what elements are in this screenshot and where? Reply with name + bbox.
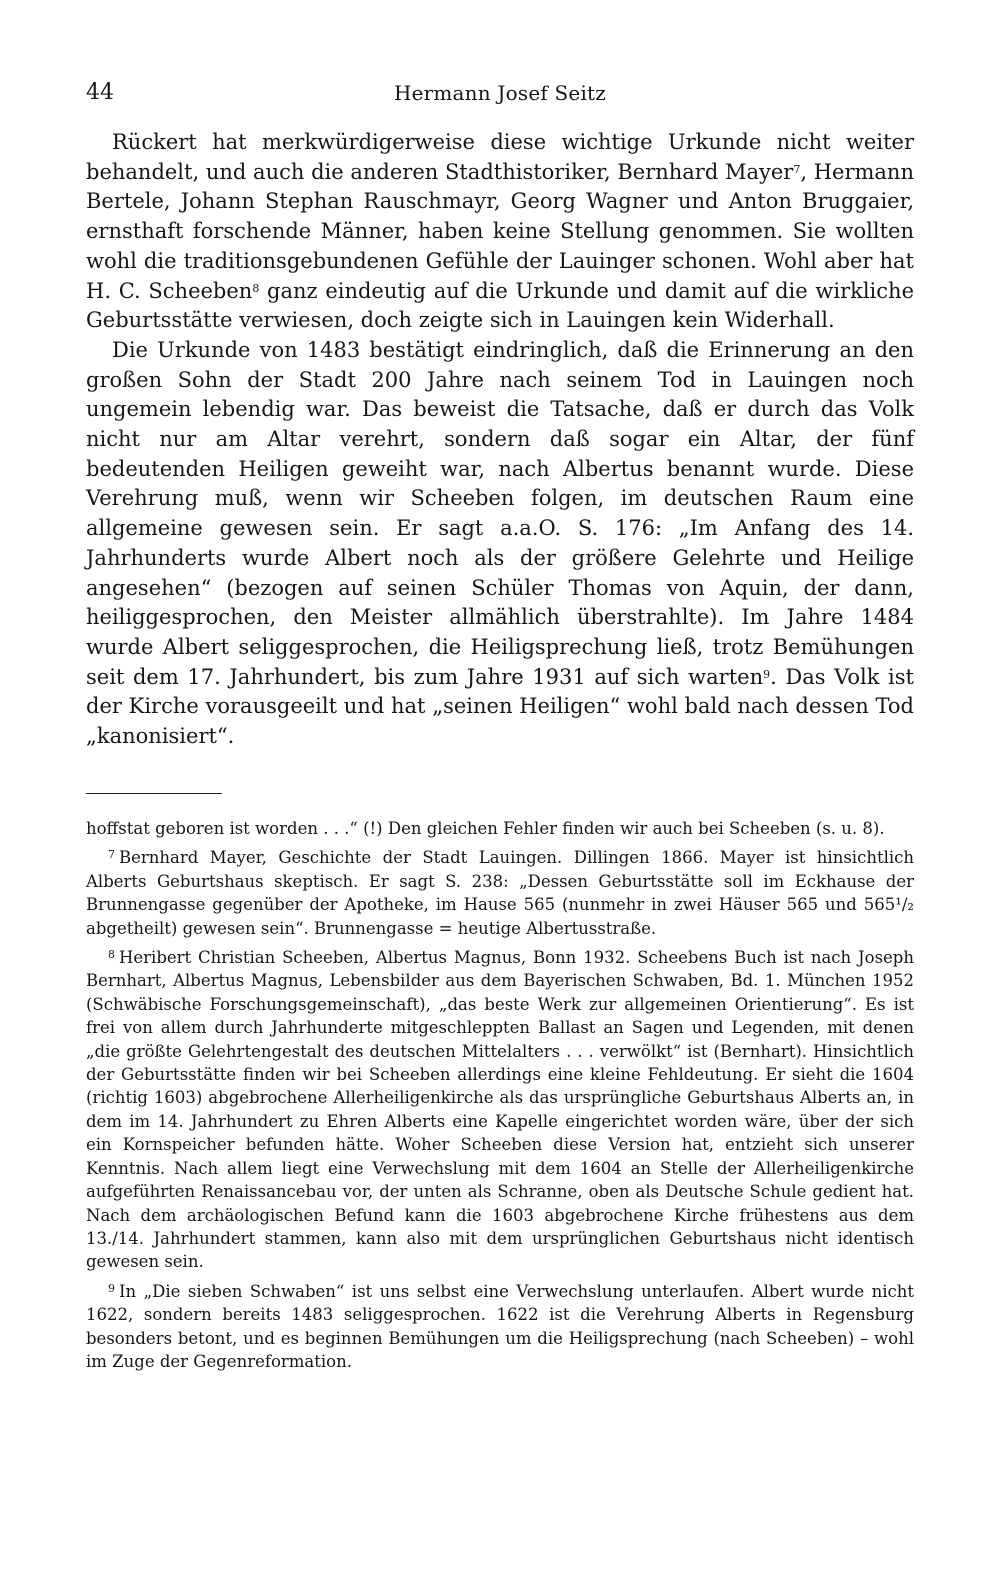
footnote-9	[86, 1280, 914, 1374]
footnote-text: Bernhard Mayer, Geschichte der Stadt Lauingen. Dillingen 1866. Mayer ist hinsichtlich Alberts Geburtshaus skeptisch. Er sagt S. 238: „Dessen Geburtsstätte soll im Eckhause der Brunnengasse gegenüber der Apotheke, im Hause 565 (nunmehr in zwei Häuser 565 und 565¹/₂ abgetheilt) gewesen sein“. Brunnengasse = heutige Albertusstraße.	[86, 848, 914, 938]
paragraph-text: ganz eindeutig auf die Urkunde und damit auf die wirkliche Geburtsstätte verwiesen, doch zeigte sich in Lauingen kein Widerhall.	[86, 278, 914, 333]
page-header	[86, 78, 914, 108]
footnote-separator	[86, 793, 222, 794]
footnote-text: In „Die sieben Schwaben“ ist uns selbst eine Verwechslung unterlaufen. Albert wurde nicht 1622, sondern bereits 1483 seliggesprochen. 1622 ist die Verehrung Alberts in Regensburg besonders betont, und es beginnen Bemühungen um die Heiligsprechung (nach Scheeben) – wohl im Zuge der Gegenreformation.	[86, 1281, 914, 1371]
paragraph-text: Die Urkunde von 1483 bestätigt eindringlich, daß die Erinnerung an den großen Sohn der Stadt 200 Jahre nach seinem Tod in Lauingen noch ungemein lebendig war. Das beweist die Tatsache, daß er durch das Volk nicht nur am Altar verehrt, sondern daß sogar ein Altar, der fünf bedeutenden Heiligen geweiht war, nach Albertus benannt wurde. Diese Verehrung muß, wenn wir Scheeben folgen, im deutschen Raum eine allgemeine gewesen sein. Er sagt a.a.O. S. 176: „Im Anfang des 14. Jahrhunderts wurde Albert noch als der größere Gelehrte und Heilige angesehen“ (bezogen auf seinen Schüler Thomas von Aquin, der dann, heiliggesprochen, den Meister allmählich überstrahlte). Im Jahre 1484 wurde Albert seliggesprochen, die Heiligsprechung ließ, trotz Bemühungen seit dem 17. Jahrhundert, bis zum Jahre 1931 auf sich warten	[86, 337, 914, 689]
paragraph	[86, 128, 914, 336]
footnote-mark: 9	[108, 1281, 115, 1295]
footnote-8	[86, 946, 914, 1274]
footnote-reference: 9	[763, 667, 771, 681]
footnote-mark: 8	[108, 948, 115, 962]
footnote-text: Heribert Christian Scheeben, Albertus Magnus, Bonn 1932. Scheebens Buch ist nach Joseph Bernhart, Albertus Magnus, Lebensbilder aus dem Bayerischen Schwaben, Bd. 1. München 1952 (Schwäbische Forschungsgemeinschaft), „das beste Werk zur allgemeinen Orientierung“. Es ist frei von allem durch Jahrhunderte mitgeschleppten Ballast an Sagen und Legenden, mit denen „die größte Gelehrtengestalt des deutschen Mittelalters . . . verwölkt“ ist (Bernhart). Hinsichtlich der Geburtsstätte finden wir bei Scheeben allerdings eine kleine Fehldeutung. Er sieht die 1604 (richtig 1603) abgebrochene Allerheiligenkirche als das ursprüngliche Geburtshaus Alberts an, in dem im 14. Jahrhundert zu Ehren Alberts eine Kapelle eingerichtet worden wäre, über der sich ein Kornspeicher befunden hätte. Woher Scheeben diese Version hat, entzieht sich unserer Kenntnis. Nach allem liegt eine Verwechslung mit dem 1604 an Stelle der Allerheiligenkirche aufgeführten Renaissancebau vor, der unten als Schranne, oben als Deutsche Schule gedient hat. Nach dem archäologischen Befund kann die 1603 abgebrochene Kirche frühestens aus dem 13./14. Jahrhundert stammen, kann also mit dem ursprünglichen Geburtshaus nicht identisch gewesen sein.	[86, 948, 914, 1272]
paragraph-text: , Hermann Bertele, Johann Stephan Rauschmayr, Georg Wagner und Anton Bruggaier, ernsthaft forschende Männer, haben keine Stellung genommen. Sie wollten wohl die traditionsgebundenen Gefühle der Lauinger schonen. Wohl aber hat H. C. Scheeben	[86, 159, 914, 303]
paragraph-text: . Das Volk ist der Kirche vorausgeeilt und hat „seinen Heiligen“ wohl bald nach dessen Tod „kanonisiert“.	[86, 664, 914, 749]
running-head: Hermann Josef Seitz	[393, 81, 607, 105]
paragraph-text: Rückert hat merkwürdigerweise diese wichtige Urkunde nicht weiter behandelt, und auch die anderen Stadthistoriker, Bernhard Mayer	[86, 130, 914, 184]
footnote-reference: 8	[252, 281, 260, 295]
footnote-reference: 7	[793, 162, 801, 176]
page-number: 44	[86, 80, 114, 105]
paragraph	[86, 336, 914, 752]
main-text	[86, 128, 914, 752]
footnotes	[86, 817, 914, 1379]
footnote-continuation: hoffstat geboren ist worden . . .“ (!) Den gleichen Fehler finden wir auch bei Scheeben (s. u. 8).	[86, 819, 885, 838]
footnote-mark: 7	[108, 848, 115, 862]
footnote-7	[86, 846, 914, 940]
